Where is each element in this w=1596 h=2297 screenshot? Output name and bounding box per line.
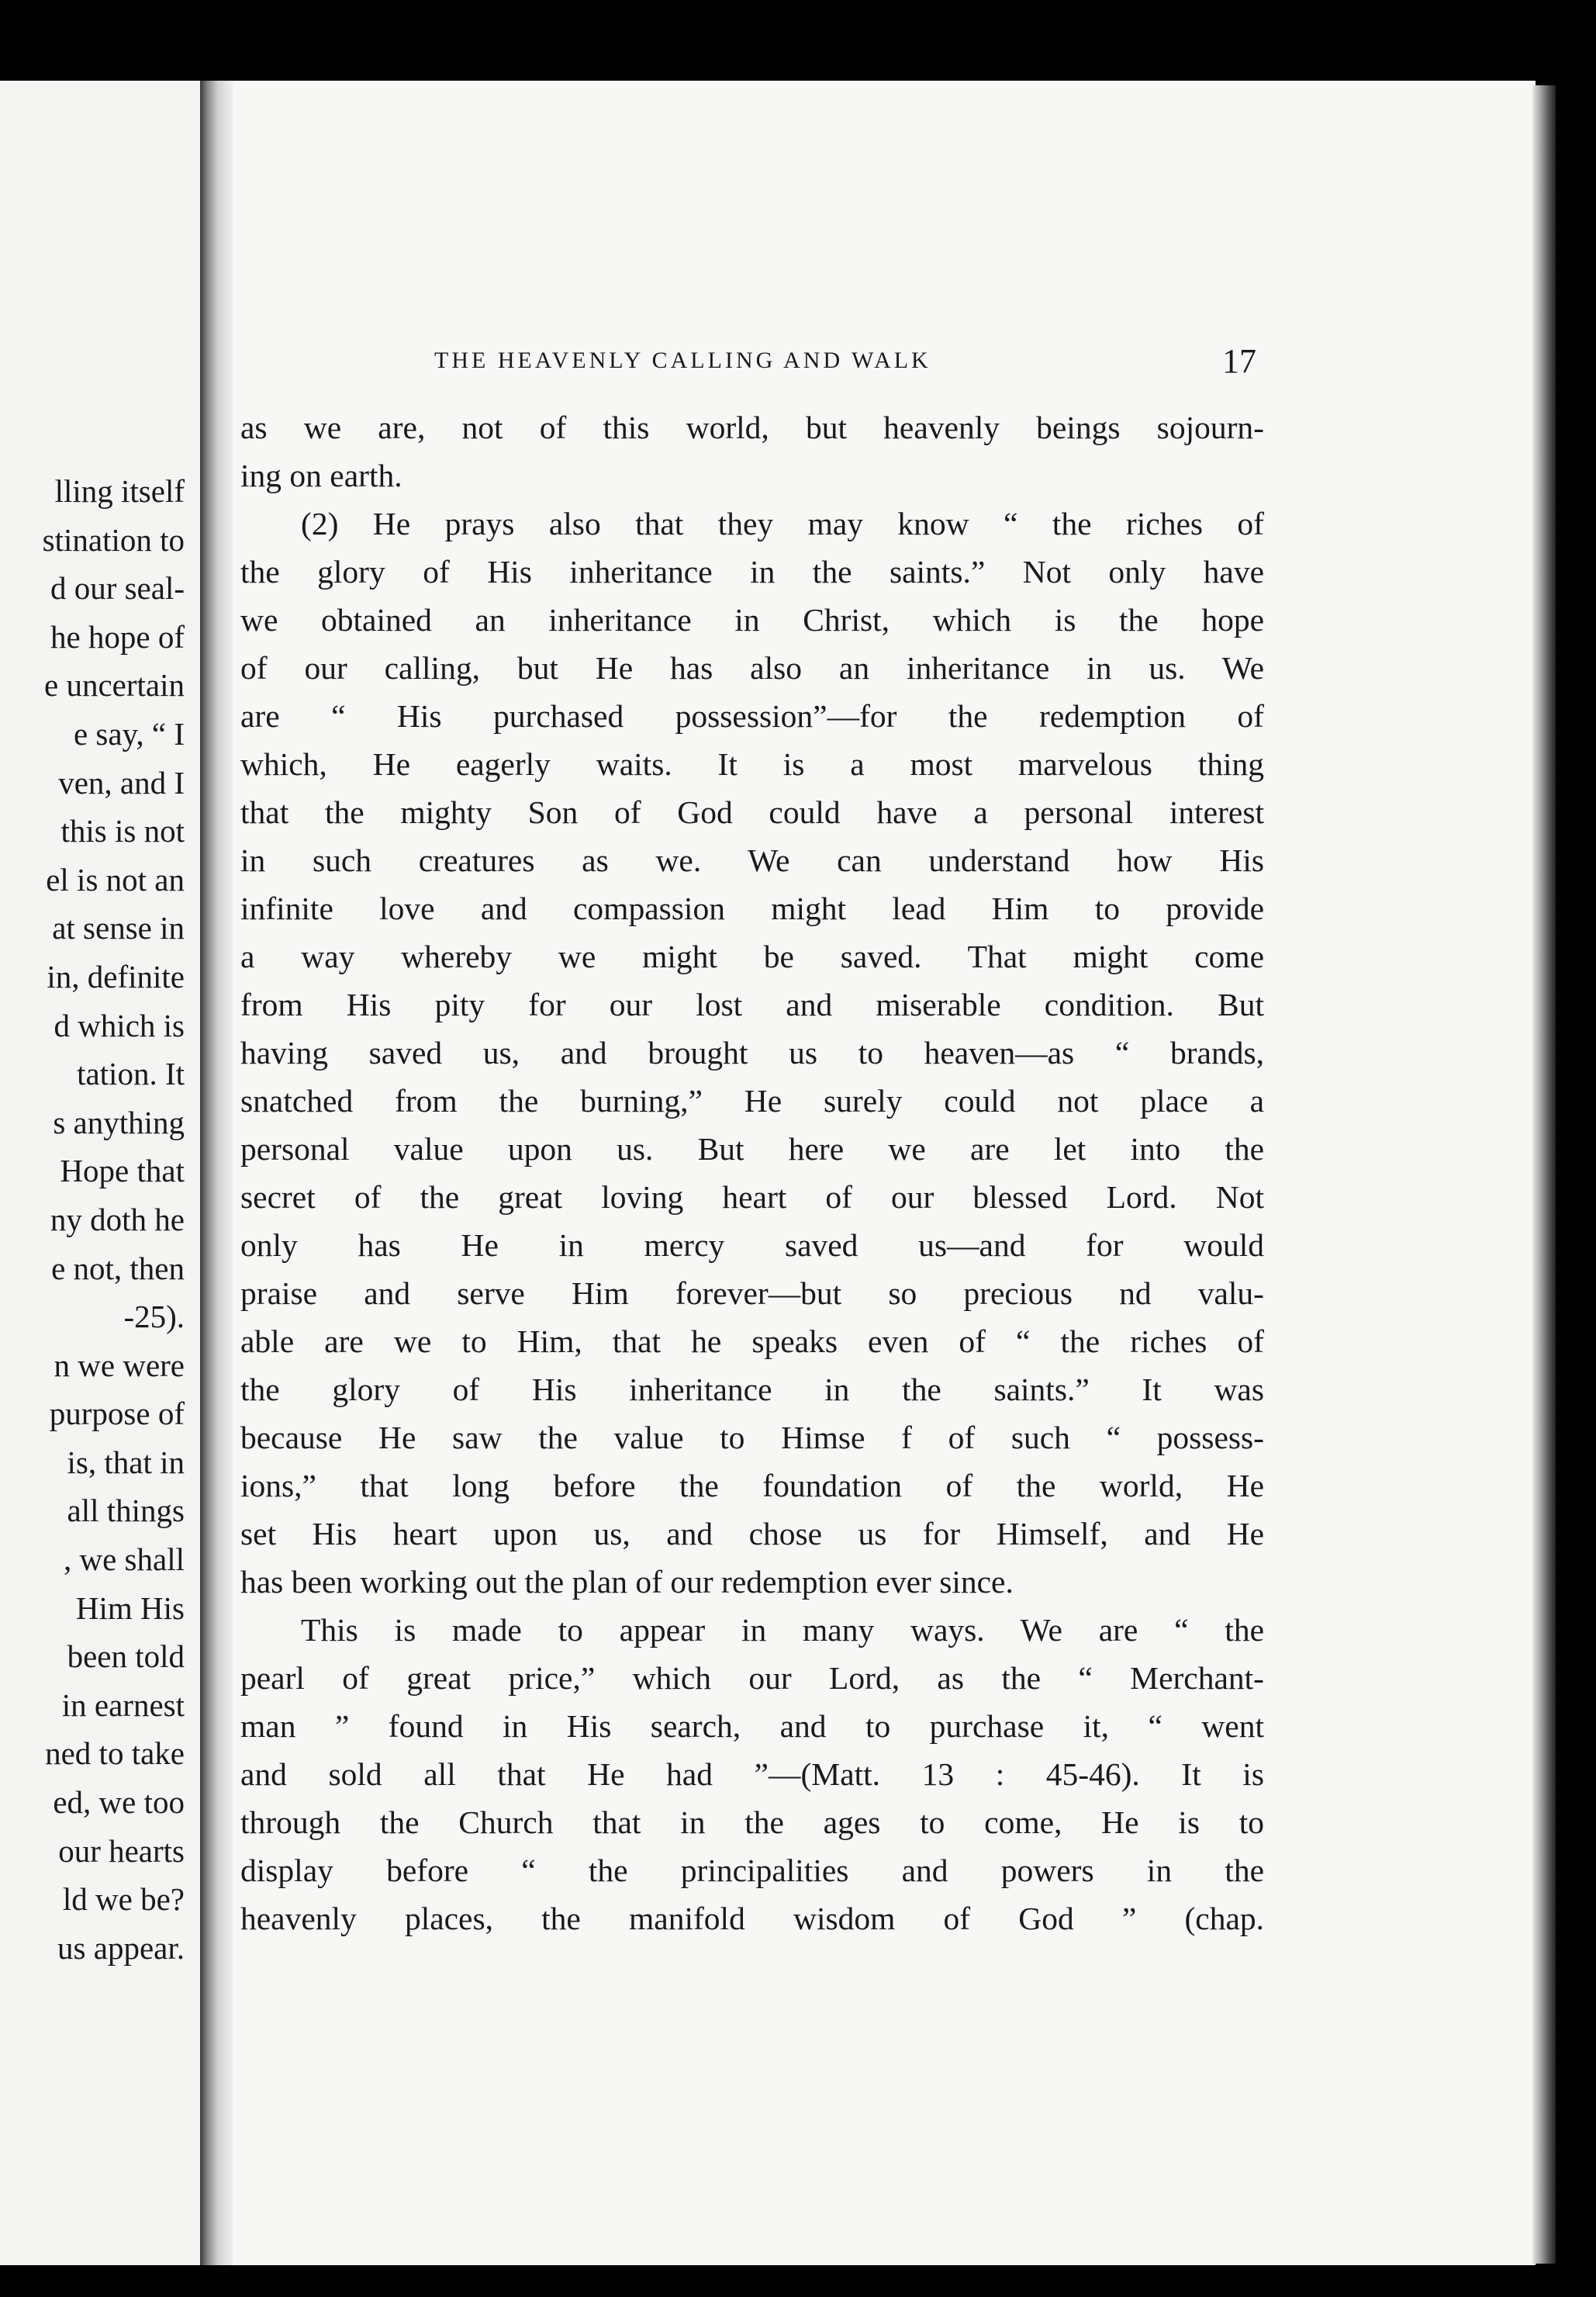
previous-page-line: lling itself [54, 473, 185, 509]
previous-page-line: in, definite [47, 958, 185, 995]
previous-page-line: ven, and I [58, 764, 185, 801]
previous-page-line: , we shall [64, 1541, 185, 1578]
previous-page-line: in earnest [61, 1686, 185, 1723]
previous-page-line: our hearts [58, 1832, 185, 1869]
text-line: pearl of great price,” which our Lord, as the “ Merchant- [240, 1660, 1264, 1696]
text-line: and sold all that He had ”—(Matt. 13 : 45-46). It is [240, 1756, 1264, 1792]
text-line: This is made to appear in many ways. We are “ the [301, 1612, 1264, 1648]
previous-page-line: ed, we too [53, 1784, 185, 1821]
text-line: heavenly places, the manifold wisdom of God ” (chap. [240, 1901, 1264, 1936]
text-line: has been working out the plan of our redemption ever since. [240, 1564, 1014, 1600]
text-line: able are we to Him, that he speaks even of “ the riches of [240, 1323, 1264, 1359]
text-line: only has He in mercy saved us—and for would [240, 1227, 1264, 1263]
text-line: man ” found in His search, and to purchase it, “ went [240, 1708, 1264, 1744]
previous-page-text [0, 467, 185, 1972]
previous-page-line: Hope that [60, 1153, 185, 1189]
text-line: personal value upon us. But here we are let into the [240, 1131, 1264, 1167]
text-line: of our calling, but He has also an inheritance in us. We [240, 650, 1264, 686]
previous-page-fragment [0, 81, 200, 2265]
previous-page-line: been told [67, 1638, 185, 1675]
text-line: we obtained an inheritance in Christ, which is the hope [240, 602, 1264, 638]
previous-page-line: el is not an [46, 861, 185, 898]
text-line: through the Church that in the ages to come, He is to [240, 1804, 1264, 1840]
previous-page-line: d our seal- [50, 570, 185, 607]
previous-page-line: d which is [54, 1007, 185, 1043]
text-line: display before “ the principalities and powers in the [240, 1852, 1264, 1888]
text-line: ions,” that long before the foundation of the world, He [240, 1468, 1264, 1503]
text-line: set His heart upon us, and chose us for Himself, and He [240, 1516, 1264, 1552]
page-edge [1532, 85, 1556, 2264]
body-text [240, 403, 1264, 1942]
previous-page-line: all things [67, 1493, 185, 1529]
previous-page-line: -25). [123, 1299, 185, 1335]
previous-page-line: stination to [42, 521, 185, 558]
previous-page-line: e say, “ I [73, 715, 185, 752]
text-line: which, He eagerly waits. It is a most marvelous thing [240, 746, 1264, 782]
text-line: ing on earth. [240, 458, 402, 493]
text-line: (2) He prays also that they may know “ the riches of [301, 506, 1264, 541]
text-line: praise and serve Him forever—but so precious nd valu- [240, 1275, 1264, 1311]
previous-page-line: s anything [53, 1104, 185, 1140]
text-line: having saved us, and brought us to heaven—as “ brands, [240, 1035, 1264, 1071]
previous-page-line: n we were [54, 1347, 185, 1383]
previous-page-line: tation. It [77, 1056, 185, 1092]
previous-page-line: e not, then [51, 1250, 185, 1286]
text-line: as we are, not of this world, but heavenly beings sojourn- [240, 410, 1264, 445]
previous-page-line: this is not [60, 813, 185, 849]
page-header [434, 342, 1256, 386]
previous-page-line: e uncertain [44, 667, 185, 704]
text-line: the glory of His inheritance in the saints.” Not only have [240, 554, 1264, 590]
text-line: because He saw the value to Himse f of such “ possess- [240, 1420, 1264, 1455]
text-line: in such creatures as we. We can understand how His [240, 842, 1264, 878]
text-line: secret of the great loving heart of our blessed Lord. Not [240, 1179, 1264, 1215]
previous-page-line: purpose of [49, 1396, 185, 1432]
text-line: that the mighty Son of God could have a personal interest [240, 794, 1264, 830]
previous-page-line: at sense in [52, 910, 185, 946]
previous-page-line: ld we be? [62, 1881, 185, 1918]
previous-page-line: he hope of [50, 618, 185, 655]
previous-page-line: us appear. [57, 1929, 185, 1966]
previous-page-line: is, that in [67, 1444, 185, 1480]
text-line: infinite love and compassion might lead Him to provide [240, 891, 1264, 926]
text-line: snatched from the burning,” He surely could not place a [240, 1083, 1264, 1119]
text-line: from His pity for our lost and miserable condition. But [240, 987, 1264, 1022]
previous-page-line: ned to take [45, 1735, 185, 1772]
text-line: a way whereby we might be saved. That might come [240, 939, 1264, 974]
previous-page-line: Him His [75, 1590, 185, 1626]
text-line: are “ His purchased possession”—for the redemption of [240, 698, 1264, 734]
previous-page-line: ny doth he [50, 1201, 185, 1237]
text-line: the glory of His inheritance in the saints.” It was [240, 1372, 1264, 1407]
running-head: THE HEAVENLY CALLING AND WALK [434, 348, 931, 373]
page-number: 17 [1222, 342, 1256, 380]
